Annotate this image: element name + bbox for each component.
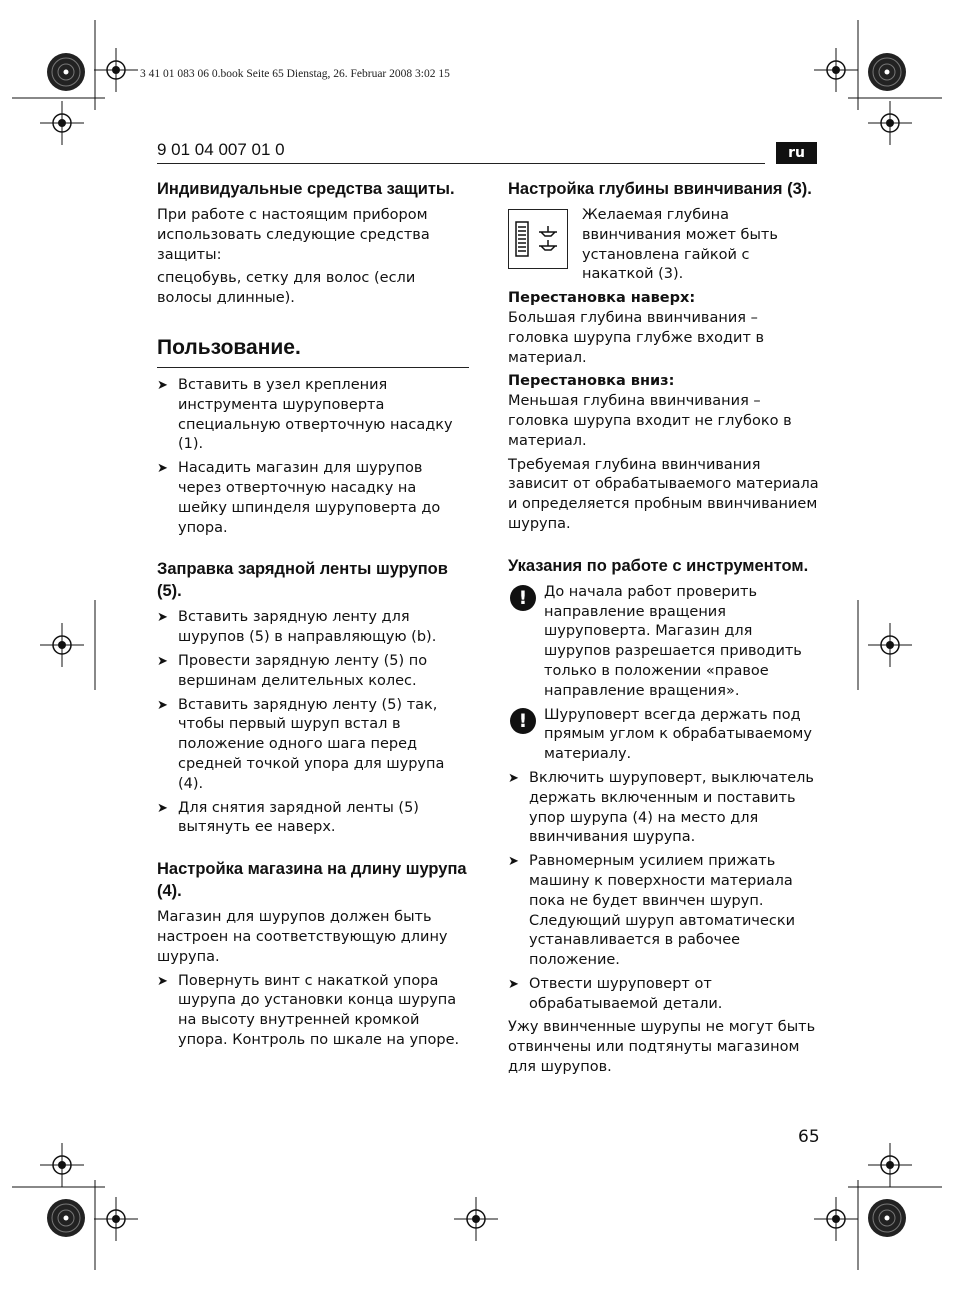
registration-mark-icon — [40, 101, 84, 145]
paragraph: Требуемая глубина ввинчивания зависит от обрабатываемого материала и определяется пробным ввинчиванием шурупа. — [508, 456, 819, 532]
registration-mark-icon — [40, 1143, 84, 1187]
registration-mark-icon — [94, 1197, 138, 1241]
list-item: ➤ Равномерным усилием прижать машину к поверхности материала пока не будет ввинчен шуруп. Следующий шуруп автоматически устанавливается в рабочее положение. — [508, 853, 796, 969]
list-item: ➤ Отвести шуруповерт от обрабатываемой детали. — [508, 975, 723, 1012]
exclamation-icon: ! — [510, 708, 536, 734]
document-number: 9 01 04 007 01 0 — [157, 140, 285, 159]
arrowhead-icon: ➤ — [508, 854, 519, 870]
language-badge: ru — [776, 142, 817, 164]
paragraph: Ужу ввинченные шурупы не могут быть отвинчены или подтянуты магазином для шурупов. — [508, 1019, 816, 1076]
arrowhead-icon: ➤ — [157, 461, 168, 477]
section-title: Указания по работе с инструментом. — [508, 556, 809, 575]
list-item: ➤ Вставить в узел крепления инструмента шуруповерта специальную отверточную насадку (1). — [157, 376, 453, 453]
print-info-line: 3 41 01 083 06 0.book Seite 65 Dienstag, 26. Februar 2008 3:02 15 — [140, 68, 450, 80]
list-item: ➤ Вставить зарядную ленту (5) так, чтобы первый шуруп встал в положение одного шага перед средней точкой упора для шурупа (4). — [157, 696, 445, 792]
warning-note: ! До начала работ проверить направление вращения шуруповерта. Магазин для шурупов разрешается приводить только в положении «правое направление вращения». — [508, 583, 820, 702]
list-item: ➤ Включить шуруповерт, выключатель держать включенным и поставить упор шурупа (4) на место для ввинчивания шурупа. — [508, 769, 814, 846]
registration-star-icon — [868, 53, 906, 91]
paragraph: Магазин для шурупов должен быть настроен на соответствующую длину шурупа. — [157, 909, 448, 965]
exclamation-icon: ! — [510, 585, 536, 611]
warning-note: ! Шуруповерт всегда держать под прямым углом к обрабатываемому материалу. — [508, 706, 820, 765]
arrowhead-icon: ➤ — [157, 697, 168, 713]
left-column — [157, 178, 469, 1055]
registration-mark-icon — [868, 623, 912, 667]
list-item: ➤ Повернуть винт с накаткой упора шурупа до установки конца шурупа на высоту внутренней кромкой упора. Контроль по шкале на упоре. — [157, 972, 460, 1048]
registration-star-icon — [47, 1199, 85, 1237]
list-item: ➤ Вставить зарядную ленту для шурупов (5) в направляющую (b). — [157, 609, 437, 646]
registration-mark-icon — [868, 101, 912, 145]
arrowhead-icon: ➤ — [508, 976, 519, 992]
arrowhead-icon: ➤ — [157, 610, 168, 626]
paragraph: Желаемая глубина ввинчивания может быть установлена гайкой с накаткой (3). — [582, 207, 778, 283]
paragraph: При работе с настоящим прибором использовать следующие средства защиты: — [157, 207, 430, 263]
registration-mark-icon — [814, 1197, 858, 1241]
page-number: 65 — [798, 1127, 820, 1147]
paragraph: Большая глубина ввинчивания – головка шурупа глубже входит в материал. — [508, 309, 765, 366]
section-title: Настройка магазина на длину шурупа (4). — [157, 860, 467, 901]
section-title: Заправка зарядной ленты шурупов (5). — [157, 560, 448, 601]
paragraph: спецобувь, сетку для волос (если волосы длинные). — [157, 270, 416, 307]
subheading: Перестановка наверх: — [508, 290, 696, 307]
chapter-title: Пользование. — [157, 335, 469, 368]
arrowhead-icon: ➤ — [157, 800, 168, 816]
depth-adjust-figure-icon — [508, 209, 568, 269]
registration-mark-icon — [94, 48, 138, 92]
list-item: ➤ Провести зарядную ленту (5) по вершинам делительных колес. — [157, 652, 428, 689]
arrowhead-icon: ➤ — [157, 377, 168, 393]
right-column — [508, 178, 820, 1082]
arrowhead-icon: ➤ — [157, 973, 168, 989]
paragraph: Меньшая глубина ввинчивания – головка шурупа входит не глубоко в материал. — [508, 393, 792, 449]
subheading: Перестановка вниз: — [508, 373, 675, 390]
registration-mark-icon — [40, 623, 84, 667]
header-rule — [157, 163, 765, 164]
arrowhead-icon: ➤ — [157, 653, 168, 669]
registration-star-icon — [47, 53, 85, 91]
list-item: ➤ Для снятия зарядной ленты (5) вытянуть ее наверх. — [157, 799, 419, 836]
registration-mark-icon — [868, 1143, 912, 1187]
list-item: ➤ Насадить магазин для шурупов через отверточную насадку на шейку шпинделя шуруповерта до упора. — [157, 460, 441, 536]
arrowhead-icon: ➤ — [508, 770, 519, 786]
section-title: Настройка глубины ввинчивания (3). — [508, 180, 812, 198]
registration-star-icon — [868, 1199, 906, 1237]
registration-mark-icon — [814, 48, 858, 92]
registration-mark-icon — [454, 1197, 498, 1241]
section-title: Индивидуальные средства защиты. — [157, 180, 455, 198]
